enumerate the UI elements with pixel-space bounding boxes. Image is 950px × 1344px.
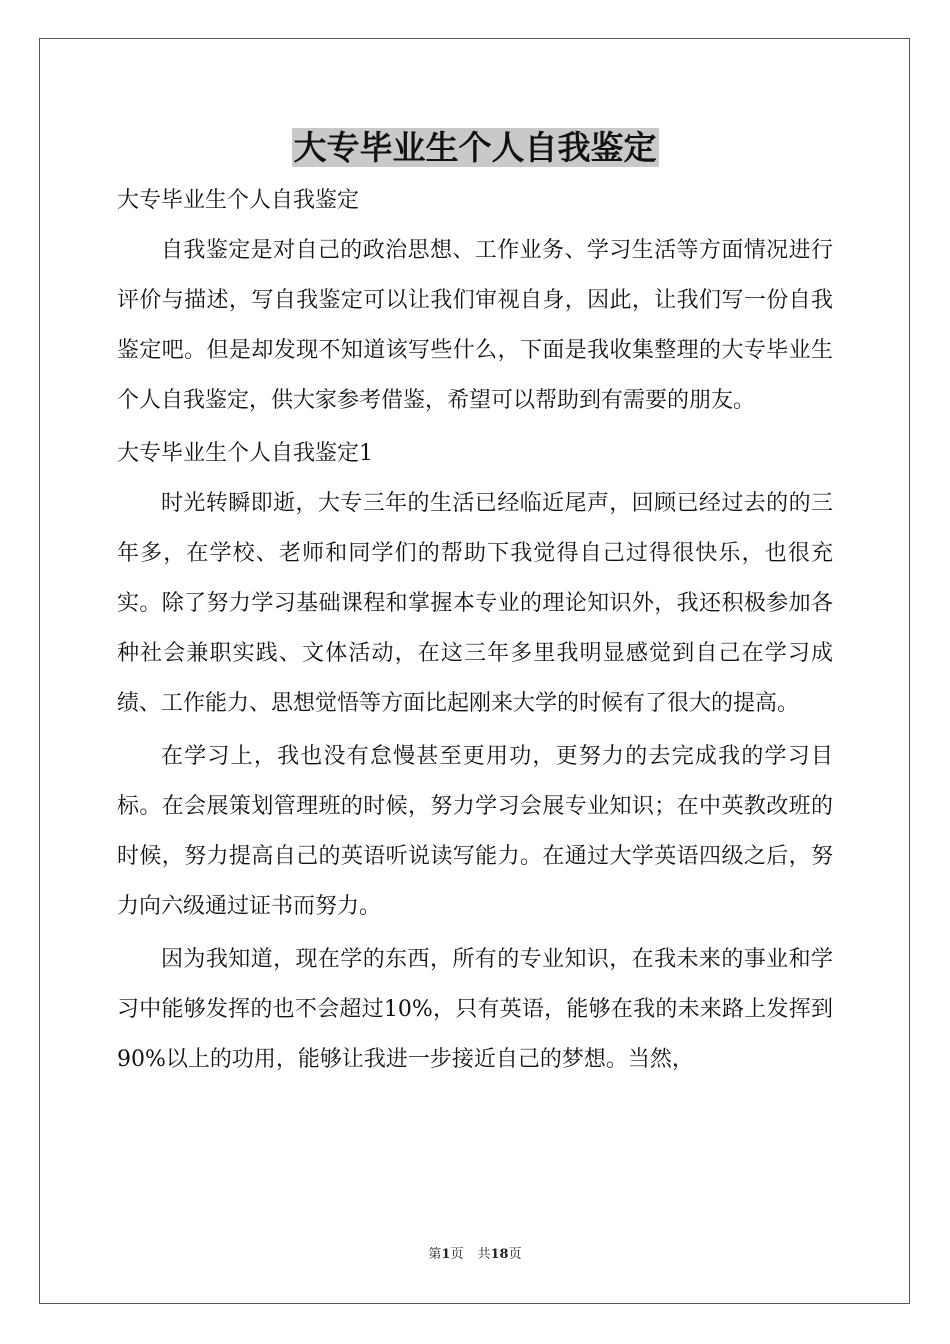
document-body xyxy=(117,176,833,1088)
total-prefix: 共 xyxy=(477,1247,491,1262)
page-current-number: 1 xyxy=(441,1247,451,1262)
body-paragraph: 时光转瞬即逝，大专三年的生活已经临近尾声，回顾已经过去的的三年多，在学校、老师和同学们的帮助下我觉得自己过得很快乐，也很充实。除了努力学习基础课程和掌握本专业的理论知识外，我还积极参加各种社会兼职实践、文体活动，在这三年多里我明显感觉到自己在学习成绩、工作能力、思想觉悟等方面比起刚来大学的时候有了很大的提高。 xyxy=(117,491,833,716)
section-heading: 大专毕业生个人自我鉴定1 xyxy=(117,441,373,466)
page-footer xyxy=(0,1246,950,1264)
page-total-number: 18 xyxy=(490,1247,509,1262)
intro-paragraph: 自我鉴定是对自己的政治思想、工作业务、学习生活等方面情况进行评价与描述，写自我鉴定可以让我们审视自身，因此，让我们写一份自我鉴定吧。但是却发现不知道该写些什么，下面是我收集整理的大专毕业生个人自我鉴定，供大家参考借鉴，希望可以帮助到有需要的朋友。 xyxy=(117,238,833,413)
body-paragraph: 在学习上，我也没有怠慢甚至更用功，更努力的去完成我的学习目标。在会展策划管理班的时候，努力学习会展专业知识；在中英教改班的时候，努力提高自己的英语听说读写能力。在通过大学英语四级之后，努力向六级通过证书而努力。 xyxy=(117,744,833,919)
document-title xyxy=(0,126,950,170)
page-suffix: 页 xyxy=(450,1247,464,1262)
page-prefix: 第 xyxy=(428,1247,442,1262)
body-paragraph: 因为我知道，现在学的东西，所有的专业知识，在我未来的事业和学习中能够发挥的也不会超过10%，只有英语，能够在我的未来路上发挥到90%以上的功用，能够让我进一步接近自己的梦想。当然， xyxy=(117,947,833,1072)
document-subtitle: 大专毕业生个人自我鉴定 xyxy=(117,188,360,213)
document-title-text: 大专毕业生个人自我鉴定 xyxy=(293,128,657,167)
total-suffix: 页 xyxy=(508,1247,522,1262)
